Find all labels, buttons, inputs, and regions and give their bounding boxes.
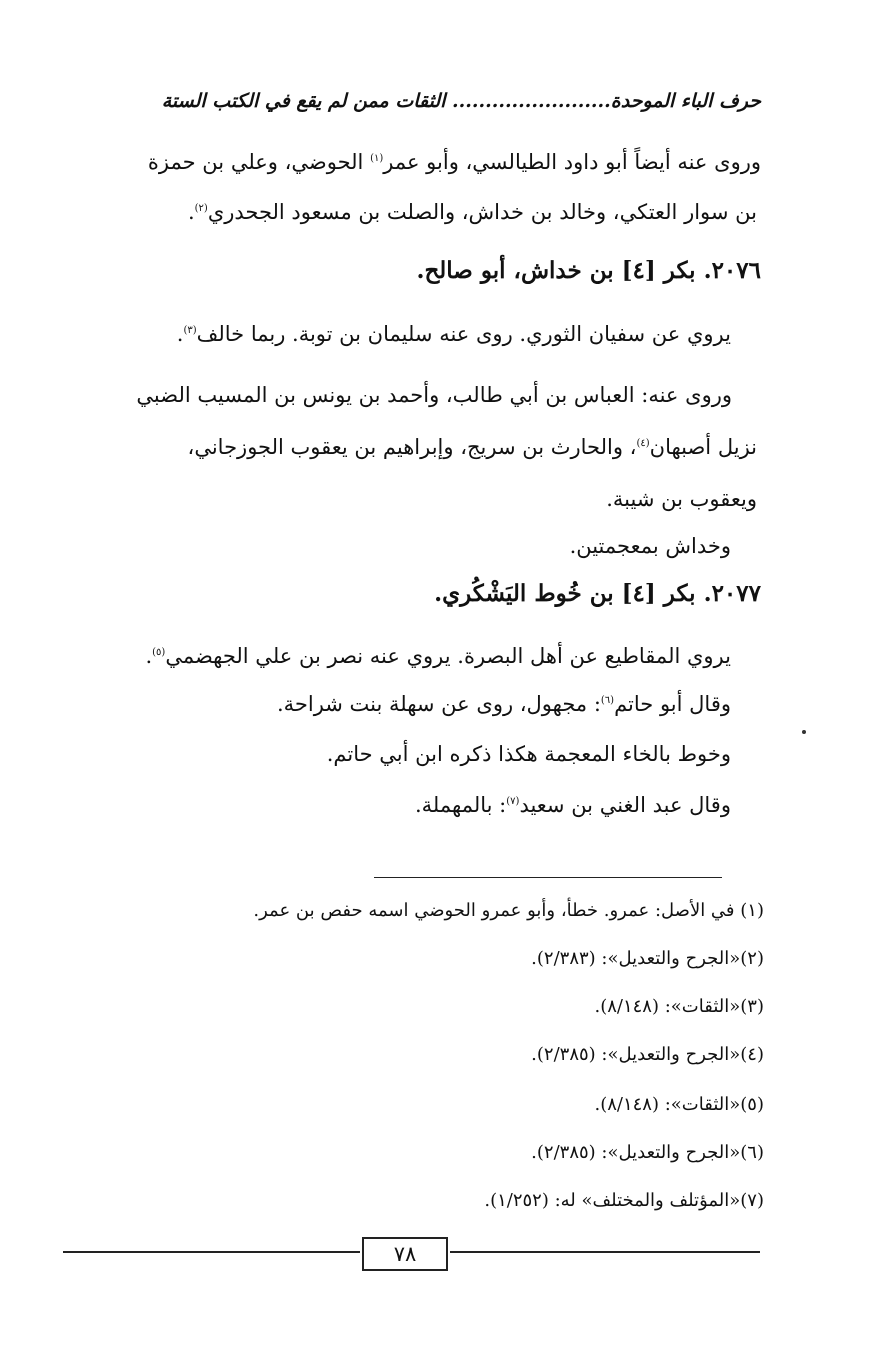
body-line-7: وخداش بمعجمتين. — [569, 534, 731, 558]
page-number: ٧٨ — [393, 1242, 417, 1266]
footnote-3: (٣)«الثقات»: (٨/١٤٨). — [594, 996, 764, 1017]
body-text: ، والحارث بن سريج، وإبراهيم بن يعقوب الجوزجاني، — [187, 435, 637, 459]
body-line-10: وخوط بالخاء المعجمة هكذا ذكره ابن أبي حاتم. — [326, 742, 731, 766]
page-number-box — [362, 1237, 448, 1271]
entry-heading-2076: ٢٠٧٦. بكر [٤] بن خداش، أبو صالح. — [416, 257, 761, 284]
body-text: يروي عن سفيان الثوري. روى عنه سليمان بن توبة. ربما خالف — [196, 322, 731, 346]
body-text: نزيل أصبهان — [649, 435, 757, 459]
footnote-ref: (٥) — [152, 647, 166, 658]
footnote-ref: (٧) — [506, 796, 520, 807]
bottom-rule-left — [63, 1251, 360, 1253]
body-text: بن سوار العتكي، وخالد بن خداش، والصلت بن مسعود الجحدري — [207, 200, 757, 224]
running-header: حرف الباء الموحدة........................ الثقات ممن لم يقع في الكتب الستة — [161, 90, 761, 112]
body-text: : مجهول، روى عن سهلة بنت شراحة. — [276, 692, 601, 716]
footnote-ref: (٤) — [636, 438, 650, 449]
body-line-6: ويعقوب بن شيبة. — [606, 487, 757, 511]
footnote-6: (٦)«الجرح والتعديل»: (٢/٣٨٥). — [531, 1142, 764, 1163]
body-line-1 — [148, 150, 761, 174]
body-line-8: يروي المقاطيع عن أهل البصرة. يروي عنه نصر بن علي الجهضمي$^{(٥)}$. — [145, 644, 731, 668]
footnote-4: (٤)«الجرح والتعديل»: (٢/٣٨٥). — [531, 1044, 764, 1065]
footnote-2: (٢)«الجرح والتعديل»: (٢/٣٨٣). — [531, 948, 764, 969]
entry-heading-2077: ٢٠٧٧. بكر [٤] بن خُوط اليَشْكُري. — [434, 580, 761, 607]
footnote-ref: (٦) — [600, 695, 615, 706]
body-line-4: وروى عنه: العباس بن أبي طالب، وأحمد بن يونس بن المسيب الضبي — [136, 383, 732, 407]
footnote-separator — [374, 877, 722, 878]
body-text: وروى عنه أيضاً أبو داود الطيالسي، وأبو عمر — [383, 150, 761, 174]
bottom-rule-right — [450, 1251, 760, 1253]
body-text: يروي المقاطيع عن أهل البصرة. يروي عنه نصر بن علي الجهضمي — [165, 644, 731, 668]
body-text: وقال أبو حاتم — [614, 692, 731, 716]
body-line-11 — [415, 793, 731, 817]
footnote-ref: (٣) — [183, 325, 197, 336]
body-line-3: يروي عن سفيان الثوري. روى عنه سليمان بن توبة. ربما خالف$^{(٣)}$. — [176, 322, 731, 346]
footnote-5: (٥)«الثقات»: (٨/١٤٨). — [594, 1094, 764, 1115]
stray-mark — [802, 730, 806, 734]
body-line-5 — [188, 435, 757, 459]
body-text: وقال عبد الغني بن سعيد — [519, 793, 731, 817]
footnote-7: (٧)«المؤتلف والمختلف» له: (١/٢٥٢). — [484, 1190, 764, 1211]
footnote-ref: (٢) — [194, 203, 208, 214]
body-text: الحوضي، وعلي بن حمزة — [147, 150, 364, 174]
body-line-2: بن سوار العتكي، وخالد بن خداش، والصلت بن مسعود الجحدري$^{(٢)}$. — [187, 200, 757, 224]
body-line-9 — [277, 692, 731, 716]
footnote-ref: (١) — [370, 153, 384, 164]
footnote-1: (١) في الأصل: عمرو. خطأ، وأبو عمرو الحوضي اسمه حفص بن عمر. — [253, 900, 764, 921]
body-text: : بالمهملة. — [415, 793, 507, 817]
